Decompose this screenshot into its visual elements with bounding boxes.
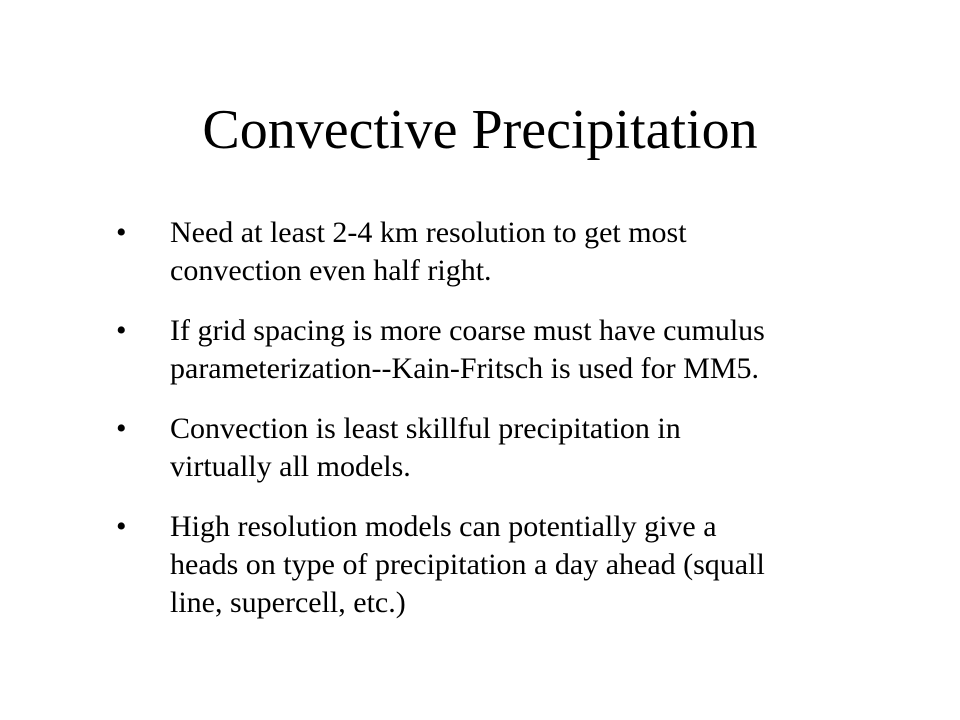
bullet-text: Convection is least skillful precipitation in virtually all models. xyxy=(170,412,681,483)
bullet-marker: • xyxy=(116,510,127,543)
bullet-marker: • xyxy=(116,314,127,347)
bullet-item xyxy=(116,410,870,486)
bullet-item xyxy=(116,214,870,290)
bullet-item xyxy=(116,312,870,388)
bullet-marker: • xyxy=(116,412,127,445)
bullet-list xyxy=(116,214,870,644)
slide-title: Convective Precipitation xyxy=(202,99,758,161)
bullet-item xyxy=(116,508,870,622)
bullet-text: Need at least 2-4 km resolution to get most convection even half right. xyxy=(170,216,687,287)
bullet-text: If grid spacing is more coarse must have cumulus parameterization--Kain-Fritsch is used for MM5. xyxy=(170,314,765,385)
bullet-marker: • xyxy=(116,216,127,249)
bullet-text: High resolution models can potentially give a heads on type of precipitation a day ahead (squall line, supercell, etc.) xyxy=(170,510,765,619)
